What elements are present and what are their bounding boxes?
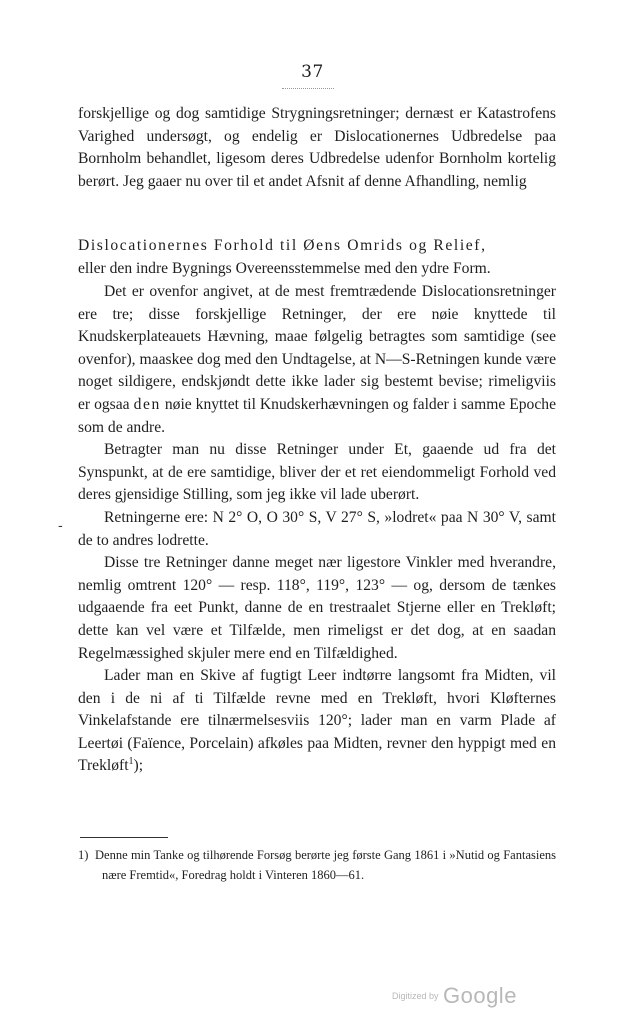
page-number: 37 [301,62,324,82]
footnote-divider [80,837,168,838]
paragraph-5: Disse tre Retninger danne meget nær ligestore Vinkler med hverandre, nemlig omtrent 120° — resp. 118°, 119°, 123° — og, dersom de tænkes udgaaende fra eet Punkt, danne de en trestraalet Stjerne eller en Trekløft; dette kan vel være et Tilfælde, men rimeligst er det dog, at en saadan Regelmæssighed skjuler mere end en Tilfældighed. [78,554,556,662]
paragraph-6 [78,665,556,778]
paragraph-2 [78,281,556,439]
paragraph-6-end: ); [133,757,144,775]
section-heading-line-1 [78,235,556,258]
page-number-underline [282,88,334,89]
paragraph-1: forskjellige og dog samtidige Strygningsretninger; dernæst er Katastrofens Varighed undersøgt, og endelig er Dislocationernes Udbredelse paa Bornholm behandlet, ligesom deres Udbredelse udenfor Bornholm kortelig berørt. Jeg gaaer nu over til et andet Afsnit af denne Afhandling, nemlig [78,105,556,190]
watermark-prefix: Digitized by [392,991,439,1001]
section-heading [78,235,556,280]
body-text [78,281,556,778]
section-heading-line-2: eller den indre Bygnings Overeensstemmelse med den ydre Form. [78,259,491,277]
footnote-body [78,846,556,885]
paragraph-4: Retningerne ere: N 2° O, O 30° S, V 27° S, »lodret« paa N 30° V, samt de to andres lodrette. [78,508,556,549]
footnote-text: Denne min Tanke og tilhørende Forsøg berørte jeg første Gang 1861 i »Nutid og Fantasiens nære Fremtid«, Foredrag holdt i Vinteren 1860—61. [95,848,557,882]
margin-mark: - [58,518,63,534]
paragraph-2-emphasis: den [133,395,161,413]
footnote [78,846,556,885]
paragraph-continuation [78,103,556,193]
section-heading-title: Dislocationernes Forhold til Øens Omrids og Relief, [78,237,487,254]
paragraph-3: Betragter man nu disse Retninger under Et, gaaende ud fra det Synspunkt, at de ere samtidige, bliver der et ret eiendommeligt Forhold ved deres gjensidige Stilling, som jeg ikke vil lade uberørt. [78,441,556,504]
footnote-reference: 1 [128,756,134,768]
paragraph-2-text-b: nøie knyttet til Knudskerhævningen og falder i samme Epoche som de andre. [78,395,556,436]
footnote-marker: 1) [78,848,89,862]
digitized-watermark [392,983,517,1009]
paragraph-2-text-a: Det er ovenfor angivet, at de mest fremtrædende Dislocationsretninger ere tre; disse forskjellige Retninger, der ere nøie knyttede til Knudskerplateauets Hævning, maae følgelig betragtes som samtidige (see ovenfor), maaskee dog med den Undtagelse, at N—S-Retningen kunde være noget sildigere, endskjøndt dette ikke lader sig bestemt bevise; rimeligviis er ogsaa [78,283,556,413]
paragraph-6-text: Lader man en Skive af fugtigt Leer indtørre langsomt fra Midten, vil den i de ni af ti Tilfælde revne med en Trekløft, hvori Kløfternes Vinkelafstande ere tilnærmelsesviis 120°; lader man en varm Plade af Leertøi (Faïence, Porcelain) afkøles paa Midten, revner den hyppigt med en Trekløft [78,667,556,775]
google-logo: Google [442,983,517,1008]
